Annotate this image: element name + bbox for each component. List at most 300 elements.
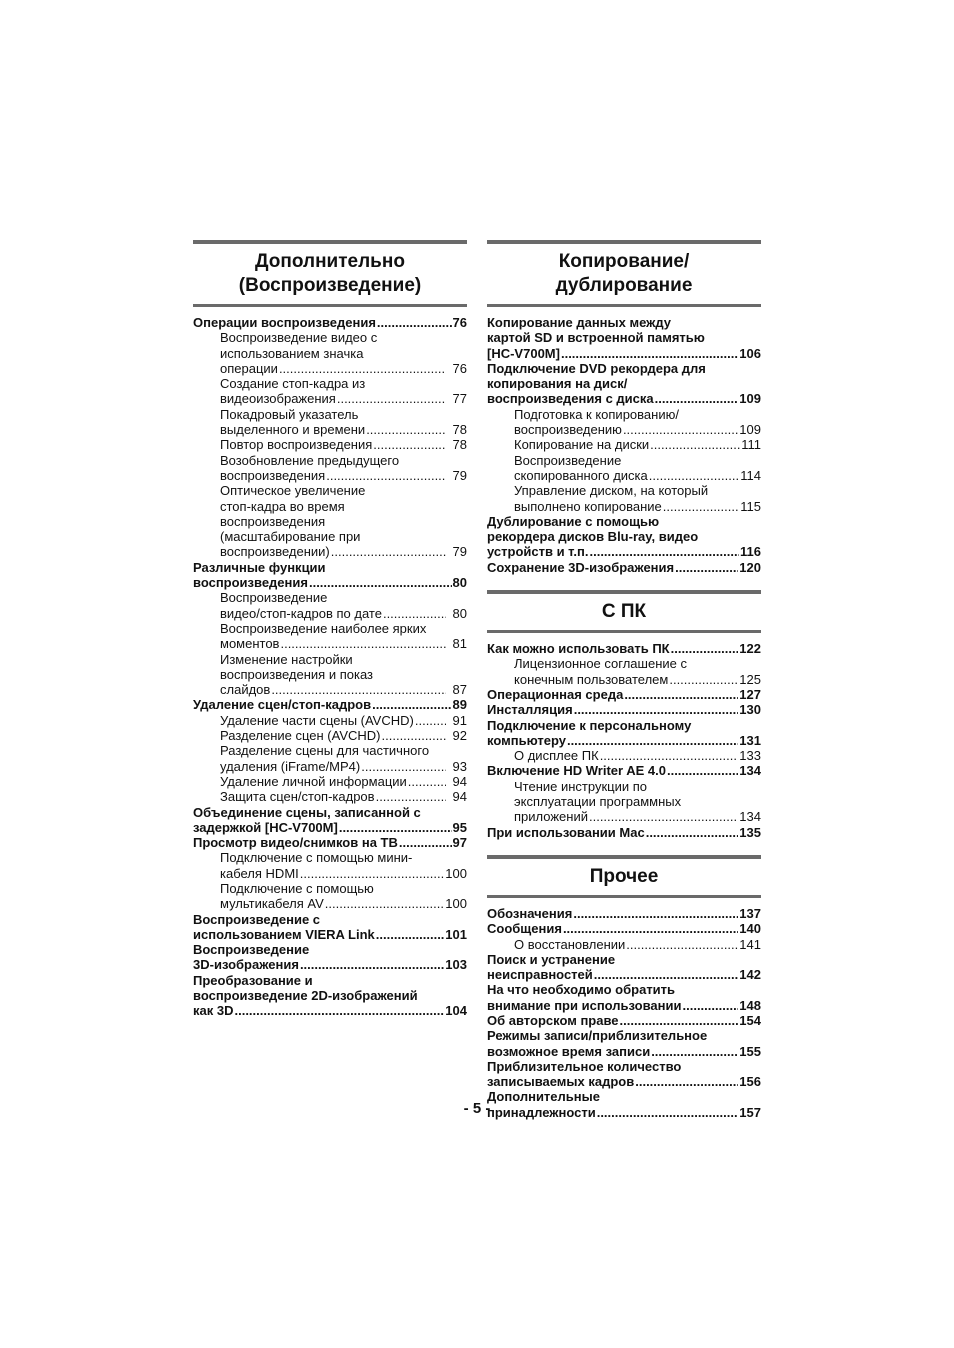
toc-entry-text-line: Покадровый указатель — [220, 406, 359, 422]
toc-page-number: 122 — [739, 641, 761, 657]
left-column — [193, 240, 467, 1034]
toc-entry-text-line: Чтение инструкции по — [514, 778, 648, 794]
toc-entry-final-line — [220, 713, 467, 728]
toc-entry[interactable] — [487, 453, 761, 484]
toc-page-number: 92 — [452, 728, 467, 744]
toc-page-number: 130 — [739, 702, 761, 718]
toc-entry[interactable] — [193, 789, 467, 804]
toc-entry-final-line — [514, 422, 761, 437]
toc-entry-final-line — [514, 672, 761, 687]
toc-page-number: 133 — [739, 748, 761, 764]
toc-page-number: 114 — [740, 467, 761, 483]
toc-entry-title: задержкой [HC-V700M] — [193, 819, 338, 835]
toc-entry-title: видеоизображения — [220, 391, 336, 407]
toc-entry-title: кабеля HDMI — [220, 865, 299, 881]
toc-entry-title: Разделение сцен (AVCHD) — [220, 728, 381, 744]
toc-page-number: 155 — [739, 1043, 761, 1059]
dot-leader — [675, 560, 738, 575]
toc-entry-final-line — [193, 927, 467, 942]
dot-leader — [594, 967, 739, 982]
toc-page-number: 156 — [739, 1074, 761, 1090]
dot-leader — [683, 998, 739, 1013]
toc-entry-final-line — [487, 1074, 761, 1089]
toc-entry-title: При использовании Mac — [487, 824, 645, 840]
toc-entry-text-line: Режимы записи/приблизительное — [487, 1028, 708, 1044]
dot-leader — [589, 544, 739, 559]
section-heading-pc — [487, 590, 761, 633]
dot-leader — [234, 1003, 444, 1018]
toc-list-pc — [487, 641, 761, 840]
toc-entry[interactable] — [193, 942, 467, 973]
toc-entry-title: Сохранение 3D-изображения — [487, 559, 675, 575]
toc-entry-final-line — [487, 1013, 761, 1028]
section-title: Прочее — [589, 865, 659, 887]
dot-leader — [366, 422, 446, 437]
dot-leader — [667, 763, 738, 778]
toc-page-number: 94 — [452, 773, 467, 789]
dot-leader — [271, 682, 446, 697]
dot-leader — [651, 1044, 738, 1059]
toc-entry-title: Об авторском праве — [487, 1012, 619, 1028]
toc-entry-final-line — [193, 957, 467, 972]
dot-leader — [563, 921, 738, 936]
toc-entry-title: как 3D — [193, 1003, 234, 1019]
toc-page-number: 157 — [739, 1104, 761, 1120]
toc-entry-text-line: Поиск и устранение — [487, 951, 616, 967]
toc-entry[interactable] — [487, 937, 761, 952]
toc-entry[interactable] — [193, 376, 467, 407]
dot-leader — [573, 906, 738, 921]
toc-page-number: 77 — [452, 391, 467, 407]
toc-list-copy — [487, 315, 761, 575]
toc-page-number: 115 — [740, 498, 761, 514]
toc-page-number: 100 — [445, 865, 467, 881]
dot-leader — [337, 391, 446, 406]
page-number: - 5 - — [463, 1100, 491, 1117]
toc-entry-final-line — [487, 921, 761, 936]
toc-entry-text-line: Подготовка к копированию/ — [514, 406, 679, 422]
toc-page-number: 80 — [452, 605, 467, 621]
toc-entry-final-line — [220, 866, 467, 881]
toc-entry-title: выполнено копирование — [514, 498, 662, 514]
toc-entry[interactable] — [193, 881, 467, 912]
dot-leader — [649, 468, 740, 483]
toc-entry[interactable] — [193, 652, 467, 698]
toc-entry-text-line: Дополнительные — [487, 1089, 600, 1105]
toc-entry-text-line: копирования на диск/ — [487, 376, 628, 392]
section-title-line1: Копирование/ — [558, 251, 690, 272]
toc-entry-title: записываемых кадров — [487, 1074, 635, 1090]
toc-page-number: 87 — [452, 682, 467, 698]
toc-entry[interactable] — [193, 437, 467, 452]
toc-entry-title: внимание при использовании — [487, 997, 682, 1013]
toc-entry-title: Сообщения — [487, 921, 562, 937]
dot-leader — [623, 422, 738, 437]
toc-entry-text-line: Воспроизведение с — [193, 911, 321, 927]
toc-page-number: 140 — [739, 921, 761, 937]
toc-entry[interactable] — [193, 912, 467, 943]
toc-entry-text-line: Приблизительное количество — [487, 1058, 682, 1074]
toc-entry-text-line: Воспроизведение наиболее ярких — [220, 620, 427, 636]
toc-entry-title: удаления (iFrame/MP4) — [220, 758, 361, 774]
toc-entry-text-line: картой SD и встроенной памятью — [487, 330, 705, 346]
toc-page-number: 154 — [739, 1012, 761, 1028]
toc-entry[interactable] — [193, 407, 467, 438]
dot-leader — [376, 789, 446, 804]
toc-entry-title: принадлежности — [487, 1104, 596, 1120]
toc-entry-final-line — [220, 636, 467, 651]
toc-page-number: 95 — [452, 819, 467, 835]
toc-page-number: 101 — [445, 926, 467, 942]
toc-page-number: 91 — [452, 712, 467, 728]
toc-entry-text-line: использованием значка — [220, 345, 364, 361]
toc-entry[interactable] — [487, 779, 761, 825]
toc-entry-title: устройств и т.п. — [487, 544, 589, 560]
toc-entry-title: Обозначения — [487, 905, 573, 921]
toc-entry[interactable] — [193, 453, 467, 484]
toc-entry-text-line: Дублирование с помощью — [487, 513, 660, 529]
toc-entry-final-line — [514, 499, 761, 514]
toc-entry-title: компьютеру — [487, 732, 566, 748]
dot-leader — [620, 1013, 739, 1028]
toc-entry-final-line — [193, 820, 467, 835]
toc-entry-text-line: Подключение к персональному — [487, 717, 692, 733]
toc-entry-text-line: Подключение с помощью мини- — [220, 850, 413, 866]
dot-leader — [600, 748, 739, 763]
toc-entry-final-line — [487, 763, 761, 778]
toc-entry[interactable] — [193, 483, 467, 559]
section-title-line2: (Воспроизведение) — [238, 275, 422, 296]
toc-entry[interactable] — [487, 656, 761, 687]
toc-entry-text-line: Создание стоп-кадра из — [220, 376, 366, 392]
toc-entry-final-line — [220, 789, 467, 804]
toc-entry-text-line: Подключение DVD рекордера для — [487, 360, 706, 376]
toc-entry-text-line: Воспроизведение — [220, 590, 328, 606]
toc-entry-text-line: Преобразование и — [193, 972, 313, 988]
dot-leader — [671, 641, 739, 656]
toc-entry-title: Операционная среда — [487, 686, 624, 702]
toc-entry-title: О восстановлении — [514, 936, 626, 952]
toc-entry-text-line: Подключение с помощью — [220, 880, 374, 896]
dot-leader — [567, 733, 738, 748]
toc-entry-final-line — [487, 346, 761, 361]
dot-leader — [361, 759, 446, 774]
dot-leader — [574, 702, 739, 717]
toc-entry-final-line — [220, 422, 467, 437]
toc-entry[interactable] — [193, 315, 467, 330]
toc-entry-text-line: воспроизведения и показ — [220, 666, 373, 682]
toc-entry[interactable] — [487, 641, 761, 656]
toc-entry[interactable] — [193, 560, 467, 591]
toc-page-number: 94 — [452, 789, 467, 805]
toc-entry-title: воспроизведения — [220, 467, 326, 483]
toc-page-number: 134 — [739, 763, 761, 779]
toc-entry-text-line: стоп-кадра во время — [220, 498, 345, 514]
toc-entry-title: [HC-V700M] — [487, 345, 560, 361]
toc-page-number: 76 — [452, 315, 467, 330]
toc-entry[interactable] — [193, 713, 467, 728]
toc-entry-title: операции — [220, 360, 278, 376]
toc-entry[interactable] — [487, 437, 761, 452]
toc-page-number: 131 — [739, 732, 761, 748]
toc-entry-text-line: Объединение сцены, записанной с — [193, 804, 421, 820]
dot-leader — [655, 391, 739, 406]
toc-entry-title: Удаление сцен/стоп-кадров — [193, 697, 372, 713]
dot-leader — [372, 697, 451, 712]
toc-entry-text-line: воспроизведения — [220, 513, 326, 529]
toc-page-number: 106 — [739, 345, 761, 361]
dot-leader — [624, 687, 738, 702]
toc-entry-final-line — [220, 361, 467, 376]
toc-entry-final-line — [220, 391, 467, 406]
toc-entry[interactable] — [487, 1059, 761, 1090]
dot-leader — [300, 957, 444, 972]
toc-entry-final-line — [487, 641, 761, 656]
toc-entry-title: моментов — [220, 636, 280, 652]
toc-entry-final-line — [514, 748, 761, 763]
toc-entry[interactable] — [487, 906, 761, 921]
toc-entry[interactable] — [487, 952, 761, 983]
toc-entry-final-line — [220, 682, 467, 697]
dot-leader — [635, 1074, 738, 1089]
toc-entry[interactable] — [487, 1013, 761, 1028]
toc-entry-text-line: рекордера дисков Blu-ray, видео — [487, 529, 699, 545]
toc-entry-text-line: На что необходимо обратить — [487, 982, 676, 998]
toc-page-number: 97 — [452, 835, 467, 851]
toc-entry[interactable] — [487, 407, 761, 438]
toc-entry-final-line — [193, 835, 467, 850]
toc-entry-text-line: Воспроизведение — [193, 942, 310, 958]
toc-entry-final-line — [220, 606, 467, 621]
toc-entry-text-line: Оптическое увеличение — [220, 483, 366, 499]
toc-page-number: 81 — [452, 636, 467, 652]
toc-page-number: 135 — [739, 824, 761, 840]
dot-leader — [376, 927, 445, 942]
toc-page-number: 109 — [739, 422, 761, 438]
dot-leader — [626, 937, 738, 952]
section-title-line1: Дополнительно — [255, 251, 405, 272]
toc-entry-title: Защита сцен/стоп-кадров — [220, 789, 375, 805]
toc-page-number: 76 — [452, 360, 467, 376]
toc-entry-title: мультикабеля AV — [220, 896, 324, 912]
toc-entry-title: Удаление части сцены (AVCHD) — [220, 712, 414, 728]
right-column — [487, 240, 761, 1135]
toc-entry-final-line — [487, 544, 761, 559]
toc-entry[interactable] — [487, 921, 761, 936]
section-heading-copy — [487, 240, 761, 307]
toc-entry-text-line: воспроизведение 2D-изображений — [193, 988, 418, 1004]
toc-entry-title: Инсталляция — [487, 702, 573, 718]
dot-leader — [650, 437, 740, 452]
toc-page-number: 125 — [739, 671, 761, 687]
dot-leader — [339, 820, 452, 835]
toc-list-playback — [193, 315, 467, 1019]
toc-entry-title: видео/стоп-кадров по дате — [220, 605, 382, 621]
toc-entry-final-line — [514, 468, 761, 483]
toc-entry-text-line: Копирование данных между — [487, 315, 671, 330]
toc-page-number: 100 — [445, 896, 467, 912]
dot-leader — [382, 728, 446, 743]
toc-page-number: 109 — [739, 391, 761, 407]
toc-entry[interactable] — [487, 687, 761, 702]
toc-entry-final-line — [487, 391, 761, 406]
toc-entry[interactable] — [193, 805, 467, 836]
toc-page-number: 111 — [741, 437, 761, 453]
toc-entry-final-line — [487, 825, 761, 840]
dot-leader — [300, 866, 445, 881]
toc-entry-final-line — [220, 544, 467, 559]
toc-entry[interactable] — [487, 560, 761, 575]
toc-entry-final-line — [487, 998, 761, 1013]
dot-leader — [383, 606, 446, 621]
toc-entry-title: О дисплее ПК — [514, 748, 599, 764]
dot-leader — [331, 544, 446, 559]
toc-list-other — [487, 906, 761, 1120]
toc-entry[interactable] — [193, 621, 467, 652]
toc-entry-final-line — [487, 560, 761, 575]
toc-entry-final-line — [193, 1003, 467, 1018]
toc-entry-final-line — [220, 728, 467, 743]
section-heading-playback — [193, 240, 467, 307]
toc-entry-text-line: Воспроизведение видео с — [220, 330, 378, 346]
toc-entry-title: воспроизведении) — [220, 544, 330, 560]
toc-entry-title: конечным пользователем — [514, 671, 669, 687]
toc-page-number: 78 — [452, 437, 467, 453]
dot-leader — [589, 809, 738, 824]
toc-page-number: 78 — [452, 422, 467, 438]
toc-entry[interactable] — [487, 1028, 761, 1059]
dot-leader — [408, 774, 446, 789]
toc-entry-final-line — [487, 1044, 761, 1059]
dot-leader — [279, 361, 446, 376]
toc-entry[interactable] — [193, 850, 467, 881]
toc-entry-title: воспроизведения — [193, 575, 308, 591]
toc-entry-title: неисправностей — [487, 967, 593, 983]
toc-entry-title: 3D-изображения — [193, 957, 299, 973]
toc-entry-final-line — [487, 733, 761, 748]
toc-entry-title: Операции воспроизведения — [193, 315, 376, 330]
toc-entry-title: приложений — [514, 809, 588, 825]
toc-entry-final-line — [514, 437, 761, 452]
toc-entry-title: Удаление личной информации — [220, 773, 407, 789]
dot-leader — [377, 315, 452, 330]
toc-entry[interactable] — [487, 825, 761, 840]
toc-entry-final-line — [193, 697, 467, 712]
toc-entry[interactable] — [193, 973, 467, 1019]
dot-leader — [669, 672, 738, 687]
toc-entry[interactable] — [487, 718, 761, 749]
toc-entry-text-line: (масштабирование при — [220, 529, 361, 545]
toc-page-number: 104 — [445, 1003, 467, 1019]
toc-entry-title: воспроизведению — [514, 422, 622, 438]
toc-entry[interactable] — [487, 982, 761, 1013]
toc-page-number: 120 — [739, 559, 761, 575]
toc-entry-text-line: Разделение сцены для частичного — [220, 743, 430, 759]
section-title-line2: дублирование — [555, 275, 693, 296]
toc-page-number: 127 — [739, 686, 761, 702]
toc-entry-text-line: Различные функции — [193, 559, 326, 575]
toc-page-number: 134 — [739, 809, 761, 825]
toc-entry-final-line — [514, 809, 761, 824]
toc-entry-final-line — [220, 774, 467, 789]
toc-page-number: 116 — [740, 544, 761, 560]
toc-entry[interactable] — [487, 702, 761, 717]
toc-entry-text-line: Возобновление предыдущего — [220, 452, 400, 468]
section-title: С ПК — [601, 601, 647, 623]
toc-entry[interactable] — [193, 728, 467, 743]
dot-leader — [561, 346, 738, 361]
toc-entry-final-line — [514, 937, 761, 952]
toc-page-number: 79 — [452, 544, 467, 560]
toc-entry-title: скопированного диска — [514, 467, 648, 483]
toc-entry-text-line: Воспроизведение — [514, 452, 622, 468]
toc-entry-title: использованием VIERA Link — [193, 926, 375, 942]
toc-page-number: 80 — [452, 575, 467, 591]
toc-entry-title: воспроизведения с диска — [487, 391, 654, 407]
dot-leader — [399, 835, 452, 850]
section-heading-other — [487, 855, 761, 898]
toc-page-number: 103 — [445, 957, 467, 973]
toc-entry[interactable] — [487, 763, 761, 778]
toc-entry[interactable] — [193, 330, 467, 376]
dot-leader — [415, 713, 446, 728]
dot-leader — [325, 896, 445, 911]
toc-entry-final-line — [220, 759, 467, 774]
toc-entry[interactable] — [193, 835, 467, 850]
dot-leader — [326, 468, 446, 483]
toc-entry-final-line — [487, 702, 761, 717]
dot-leader — [646, 825, 739, 840]
toc-entry-text-line: Управление диском, на который — [514, 483, 709, 499]
toc-entry-final-line — [220, 468, 467, 483]
toc-entry[interactable] — [487, 514, 761, 560]
toc-entry-title: Повтор воспроизведения — [220, 437, 373, 453]
toc-entry[interactable] — [487, 483, 761, 514]
toc-entry-final-line — [220, 896, 467, 911]
dot-leader — [373, 437, 446, 452]
toc-page-number: 89 — [452, 697, 467, 713]
toc-entry[interactable] — [487, 315, 761, 361]
toc-entry-final-line — [487, 687, 761, 702]
toc-entry[interactable] — [487, 748, 761, 763]
dot-leader — [663, 499, 740, 514]
toc-page-number: 79 — [452, 467, 467, 483]
toc-entry-final-line — [487, 967, 761, 982]
toc-entry-final-line — [220, 437, 467, 452]
toc-entry-final-line — [193, 575, 467, 590]
toc-entry[interactable] — [193, 590, 467, 621]
toc-page-number: 142 — [739, 967, 761, 983]
toc-entry[interactable] — [487, 361, 761, 407]
toc-entry-text-line: Лицензионное соглашение с — [514, 656, 687, 672]
toc-entry-title: Как можно использовать ПК — [487, 641, 670, 657]
toc-entry-title: Включение HD Writer AE 4.0 — [487, 763, 666, 779]
toc-entry-final-line — [487, 906, 761, 921]
toc-entry-final-line — [193, 315, 467, 330]
toc-entry[interactable] — [193, 697, 467, 712]
toc-entry-title: Просмотр видео/снимков на ТВ — [193, 835, 398, 851]
toc-entry[interactable] — [193, 743, 467, 774]
toc-entry-text-line: эксплуатации программных — [514, 794, 682, 810]
toc-page-number: 141 — [739, 936, 761, 952]
dot-leader — [309, 575, 452, 590]
toc-page-number: 148 — [739, 997, 761, 1013]
toc-entry-title: выделенного и времени — [220, 422, 366, 438]
toc-entry-title: слайдов — [220, 682, 271, 698]
dot-leader — [280, 636, 446, 651]
toc-entry-title: Копирование на диски — [514, 437, 650, 453]
toc-entry[interactable] — [193, 774, 467, 789]
